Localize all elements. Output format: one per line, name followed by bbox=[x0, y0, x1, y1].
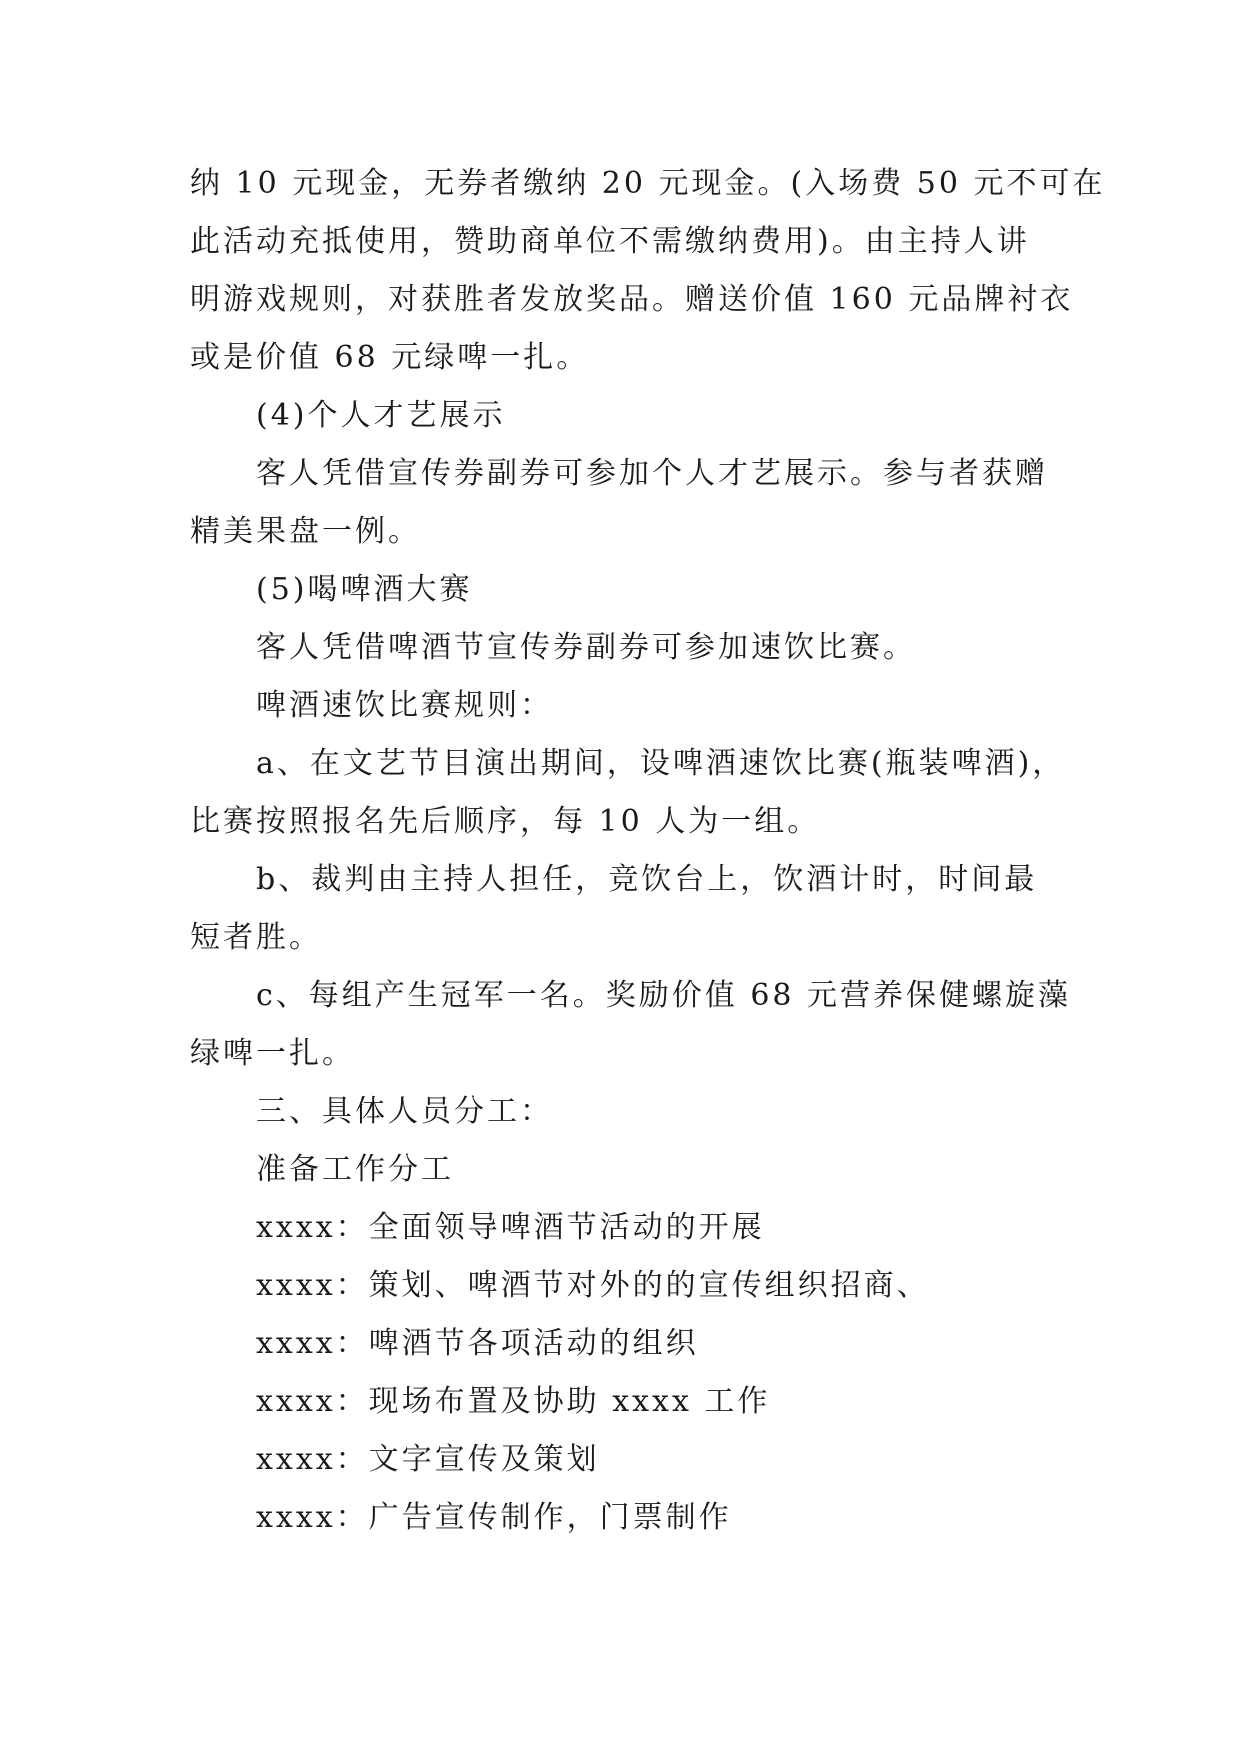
text-line: 客人凭借宣传券副券可参加个人才艺展示。参与者获赠 bbox=[256, 456, 1048, 491]
staff-item: xxxx：全面领导啤酒节活动的开展 bbox=[256, 1210, 765, 1245]
text-line: 明游戏规则，对获胜者发放奖品。赠送价值 160 元品牌衬衣 bbox=[190, 282, 1074, 317]
rule-item: c、每组产生冠军一名。奖励价值 68 元营养保健螺旋藻 bbox=[256, 978, 1072, 1013]
text-line: 此活动充抵使用，赞助商单位不需缴纳费用)。由主持人讲 bbox=[190, 224, 1030, 259]
text-line: 精美果盘一例。 bbox=[190, 514, 421, 549]
text-line: 比赛按照报名先后顺序，每 10 人为一组。 bbox=[190, 804, 821, 839]
section-heading: (5)喝啤酒大赛 bbox=[256, 572, 473, 607]
staff-item: xxxx：文字宣传及策划 bbox=[256, 1442, 600, 1477]
staff-item: xxxx：现场布置及协助 xxxx 工作 bbox=[256, 1384, 771, 1419]
staff-item: xxxx：策划、啤酒节对外的的宣传组织招商、 bbox=[256, 1268, 930, 1303]
text-line: 纳 10 元现金，无券者缴纳 20 元现金。(入场费 50 元不可在 bbox=[190, 166, 1106, 201]
text-line: 客人凭借啤酒节宣传券副券可参加速饮比赛。 bbox=[256, 630, 916, 665]
text-line: 绿啤一扎。 bbox=[190, 1036, 355, 1071]
staff-item: xxxx：啤酒节各项活动的组织 bbox=[256, 1326, 699, 1361]
rule-item: b、裁判由主持人担任，竞饮台上，饮酒计时，时间最 bbox=[256, 862, 1038, 897]
section-heading: 三、具体人员分工： bbox=[256, 1094, 553, 1129]
staff-item: xxxx：广告宣传制作，门票制作 bbox=[256, 1500, 732, 1535]
section-heading: (4)个人才艺展示 bbox=[256, 398, 506, 433]
rule-item: a、在文艺节目演出期间，设啤酒速饮比赛(瓶装啤酒)， bbox=[256, 746, 1066, 781]
subsection-heading: 准备工作分工 bbox=[256, 1152, 454, 1187]
body-text bbox=[190, 155, 1106, 1547]
text-line: 短者胜。 bbox=[190, 920, 322, 955]
text-line: 或是价值 68 元绿啤一扎。 bbox=[190, 340, 590, 375]
text-line: 啤酒速饮比赛规则： bbox=[256, 688, 553, 723]
